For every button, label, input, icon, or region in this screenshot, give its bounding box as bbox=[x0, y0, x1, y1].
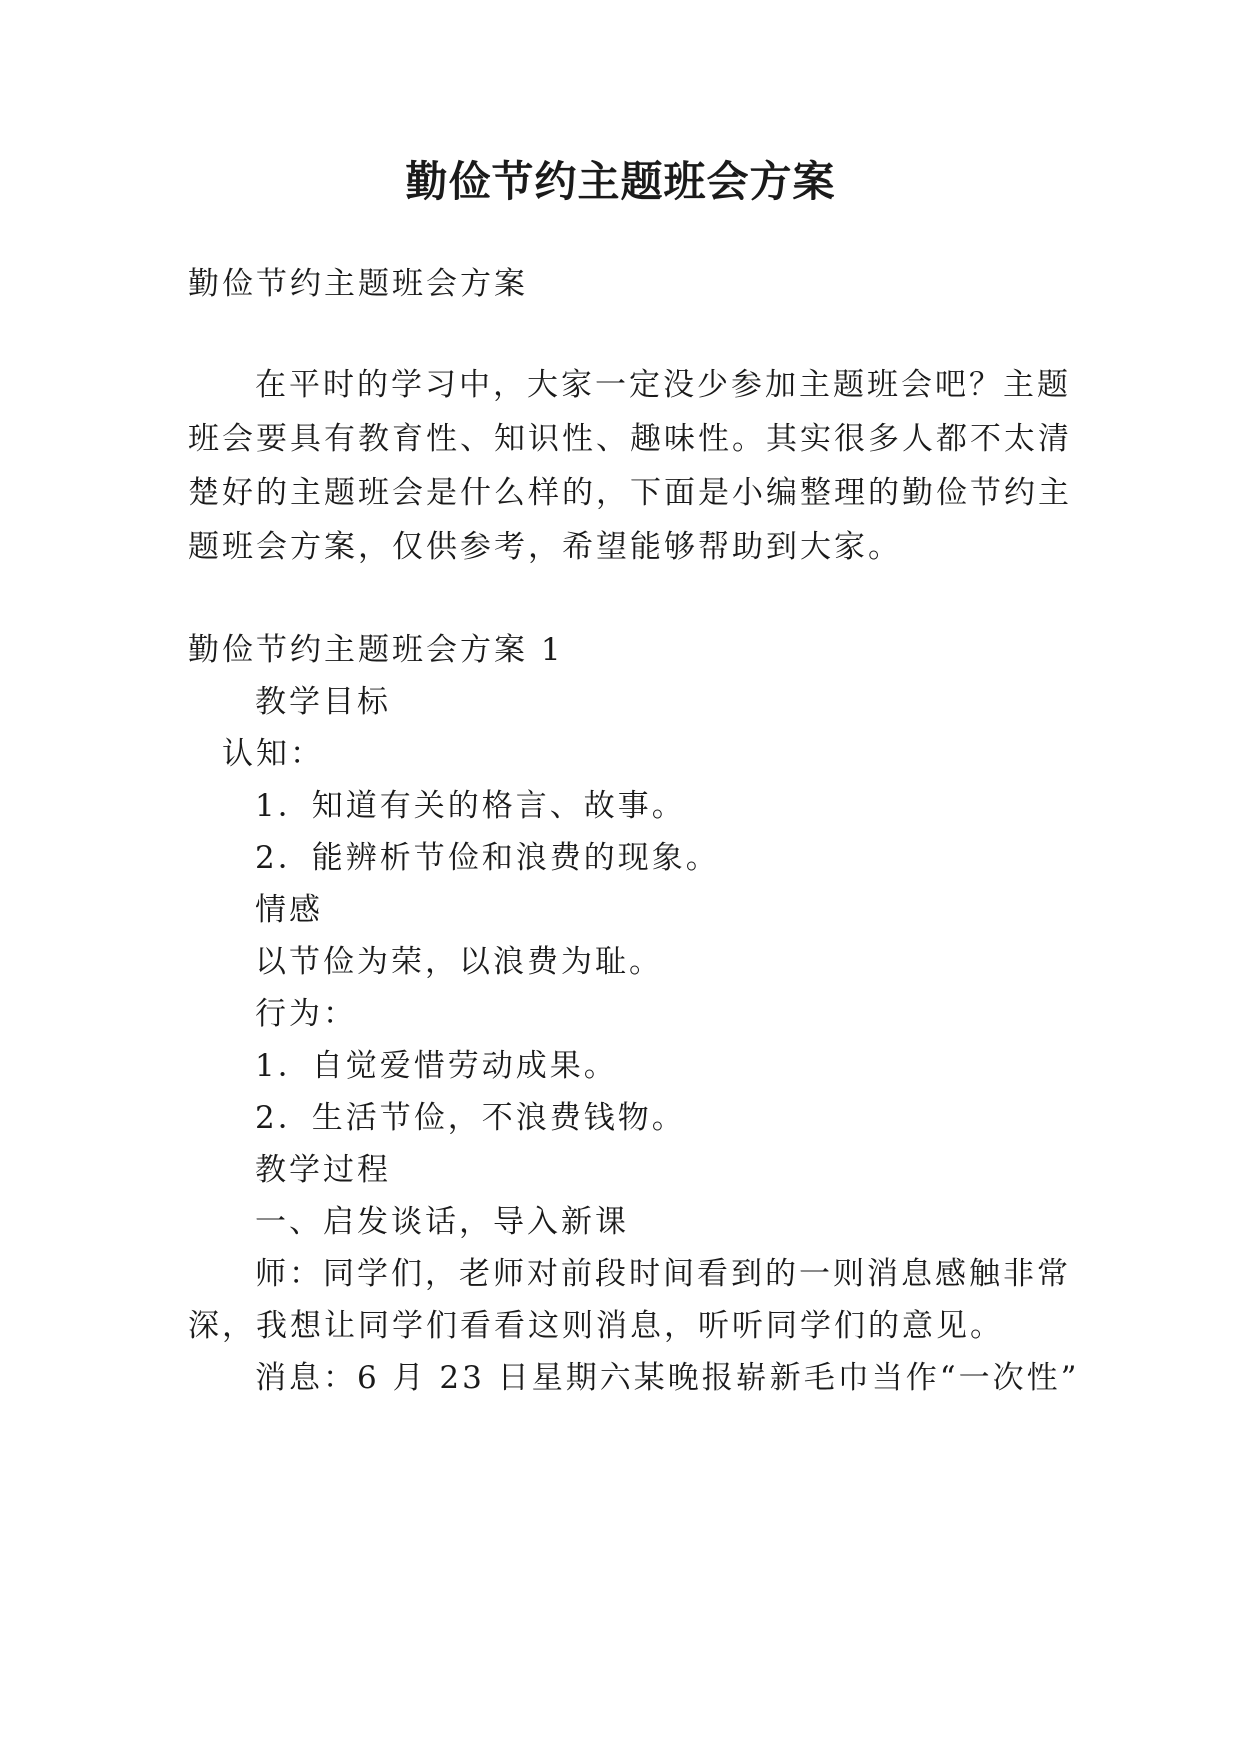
goals-heading: 教学目标 bbox=[255, 684, 391, 720]
cognition-item-1: 1．知道有关的格言、故事。 bbox=[255, 788, 686, 824]
cognition-item-2: 2．能辨析节俭和浪费的现象。 bbox=[255, 840, 720, 876]
intro-line-2: 班会要具有教育性、知识性、趣味性。其实很多人都不太清 bbox=[188, 421, 1072, 457]
intro-line-3: 楚好的主题班会是什么样的，下面是小编整理的勤俭节约主 bbox=[188, 475, 1072, 511]
teacher-line-1: 师：同学们，老师对前段时间看到的一则消息感触非常 bbox=[255, 1256, 1071, 1292]
cognition-label: 认知： bbox=[222, 736, 324, 772]
behavior-label: 行为： bbox=[255, 996, 357, 1032]
intro-line-4: 题班会方案，仅供参考，希望能够帮助到大家。 bbox=[188, 529, 902, 565]
news-line: 消息：6 月 23 日星期六某晚报崭新毛巾当作“一次性” bbox=[255, 1360, 1080, 1396]
step1-heading: 一、启发谈话，导入新课 bbox=[255, 1204, 629, 1240]
section-heading: 勤俭节约主题班会方案 1 bbox=[188, 632, 564, 668]
document-title: 勤俭节约主题班会方案 bbox=[405, 157, 836, 206]
behavior-item-1: 1．自觉爱惜劳动成果。 bbox=[255, 1048, 618, 1084]
intro-line-1: 在平时的学习中，大家一定没少参加主题班会吧？主题 bbox=[255, 367, 1071, 403]
behavior-item-2: 2．生活节俭，不浪费钱物。 bbox=[255, 1100, 686, 1136]
teacher-line-2: 深，我想让同学们看看这则消息，听听同学们的意见。 bbox=[188, 1308, 1004, 1344]
emotion-text: 以节俭为荣，以浪费为耻。 bbox=[255, 944, 663, 980]
document-subtitle: 勤俭节约主题班会方案 bbox=[188, 266, 528, 302]
emotion-label: 情感 bbox=[255, 892, 323, 928]
process-heading: 教学过程 bbox=[255, 1152, 391, 1188]
